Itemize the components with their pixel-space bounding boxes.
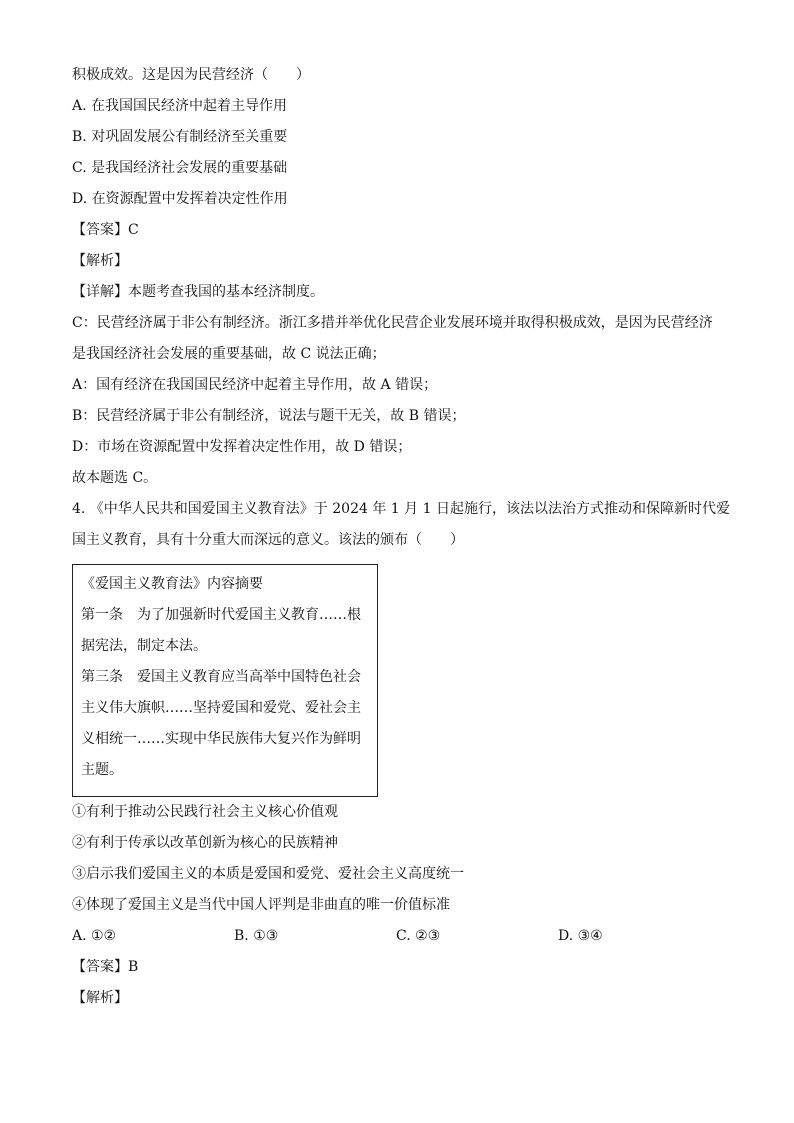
law-excerpt-line: 据宪法，制定本法。 [81,638,207,654]
q3-option-b: B. 对巩固发展公有制经济至关重要 [72,129,288,145]
q3-option-d: D. 在资源配置中发挥着决定性作用 [72,191,288,207]
law-excerpt-line: 主题。 [81,762,123,778]
q4-stem-line: 4. 《中华人民共和国爱国主义教育法》于 2024 年 1 月 1 日起施行，该法以法治方式推动和保障新时代爱 [72,501,730,517]
q3-detail-line: 故本题选 C。 [72,470,158,486]
q3-detail-line: C：民营经济属于非公有制经济。浙江多措并举优化民营企业发展环境并取得积极成效，是因为民营经济 [72,315,713,331]
law-excerpt-line: 主义伟大旗帜……坚持爱国和爱党、爱社会主 [81,700,361,716]
law-excerpt-line: 义相统一……实现中华民族伟大复兴作为鲜明 [81,731,361,747]
q3-stem-tail: 积极成效。这是因为民营经济（ ） [72,67,310,83]
q4-stem-line: 国主义教育，具有十分重大而深远的意义。该法的颁布（ ） [72,532,464,548]
q4-statement: ③启示我们爱国主义的本质是爱国和爱党、爱社会主义高度统一 [72,866,464,882]
q3-detail-line: B：民营经济属于非公有制经济，说法与题干无关，故 B 错误； [72,408,466,424]
q4-choice-c: C. ②③ [396,928,441,944]
q4-choice-d: D. ③④ [558,928,603,944]
q4-statement: ④体现了爱国主义是当代中国人评判是非曲直的唯一价值标准 [72,897,450,913]
q3-analysis-label: 【解析】 [72,253,128,269]
document-page [72,64,732,1018]
q3-answer: 【答案】C [72,222,139,238]
q4-statement: ②有利于传承以改革创新为核心的民族精神 [72,835,338,851]
q4-choice-b: B. ①③ [234,928,279,944]
q4-choice-a: A. ①② [72,928,117,944]
q4-analysis-label: 【解析】 [72,990,128,1006]
q3-detail-line: D：市场在资源配置中发挥着决定性作用，故 D 错误； [72,439,412,455]
law-excerpt-box [72,564,378,797]
law-excerpt-line: 《爱国主义教育法》内容摘要 [81,576,263,592]
q4-statement: ①有利于推动公民践行社会主义核心价值观 [72,804,338,820]
q4-answer: 【答案】B [72,959,139,975]
q4-choices [72,925,732,956]
q3-detail-line: 是我国经济社会发展的重要基础，故 C 说法正确； [72,346,386,362]
q3-detail-line: A：国有经济在我国国民经济中起着主导作用，故 A 错误； [72,377,438,393]
q3-detail-line: 【详解】本题考查我国的基本经济制度。 [72,284,324,300]
law-excerpt-line: 第三条 爱国主义教育应当高举中国特色社会 [81,669,361,685]
law-excerpt-line: 第一条 为了加强新时代爱国主义教育……根 [81,607,361,623]
q3-option-a: A. 在我国国民经济中起着主导作用 [72,98,288,114]
q3-option-c: C. 是我国经济社会发展的重要基础 [72,160,288,176]
